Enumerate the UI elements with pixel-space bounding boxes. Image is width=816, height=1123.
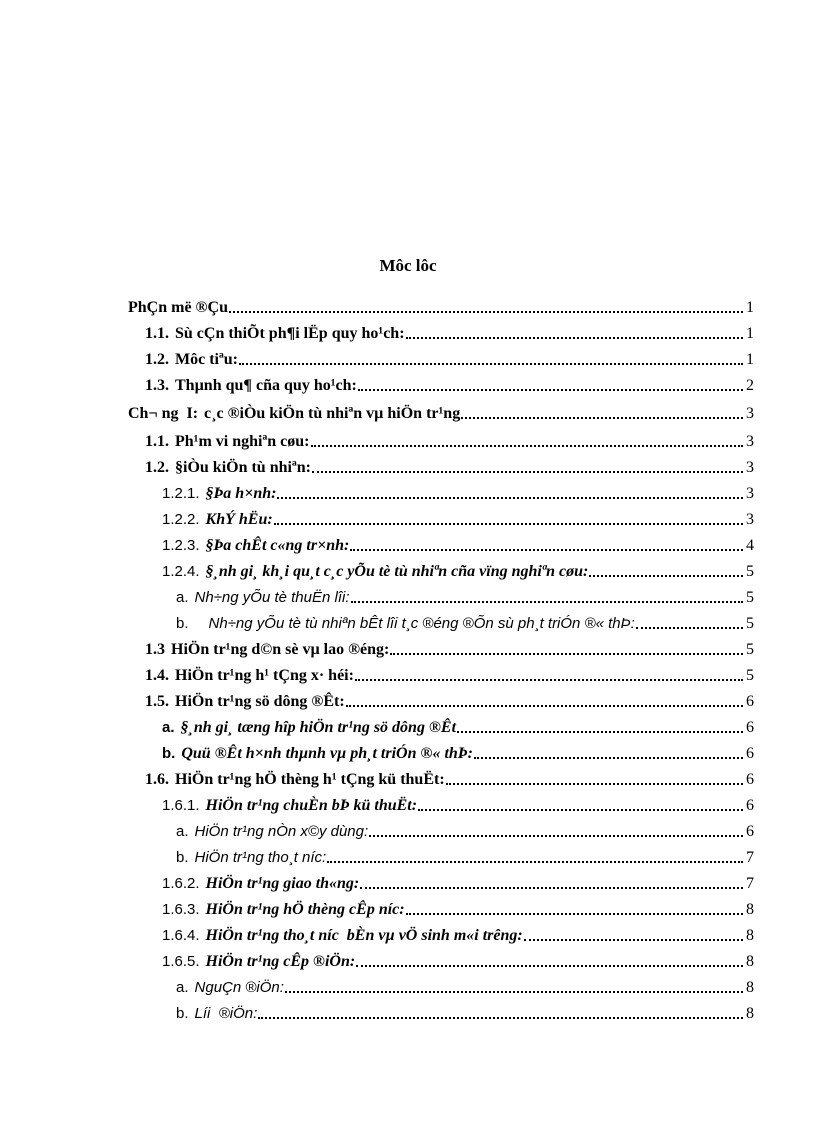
toc-entry-page: 1 — [746, 351, 754, 368]
toc-entry-page: 8 — [746, 901, 754, 918]
toc-entry-label: HiÖn tr¹ng cÊp ®iÖn: — [205, 953, 356, 970]
dot-leader — [406, 337, 743, 339]
dot-leader — [418, 809, 743, 811]
dot-leader — [358, 389, 743, 391]
dot-leader — [277, 497, 743, 499]
toc-entry-label: §Þa h×nh: — [205, 485, 277, 502]
toc-entry[interactable] — [162, 558, 754, 582]
toc-entry-number: a. — [176, 979, 189, 996]
dot-leader — [311, 445, 743, 447]
toc-entry-page: 4 — [746, 537, 754, 554]
toc-entry-label: HiÖn tr¹ng tho¸t níc bÈn vµ vÖ sinh m«i trêng: — [205, 927, 523, 944]
toc-entry-number: 1.4. — [145, 667, 169, 684]
toc-entry-page: 6 — [746, 719, 754, 736]
toc-entry-number: 1.2.3. — [162, 537, 200, 554]
toc-entry-label: NguÇn ®iÖn: — [194, 979, 284, 996]
dot-leader — [274, 523, 743, 525]
toc-entry[interactable] — [176, 1000, 754, 1024]
toc-entry-number: a. — [176, 589, 189, 606]
dot-leader — [355, 679, 743, 681]
toc-entry-page: 7 — [746, 875, 754, 892]
toc-entry-page: 5 — [746, 615, 754, 632]
toc-entry-page: 6 — [746, 745, 754, 762]
toc-entry-label: Sù cÇn thiÕt ph¶i lËp quy ho¹ch: — [175, 325, 405, 342]
toc-entry-number: 1.2. — [145, 459, 169, 476]
toc-entry-number: 1.6.2. — [162, 875, 200, 892]
toc-entry-label: HiÖn tr¹ng d©n sè vµ lao ®éng: — [171, 641, 390, 658]
toc-entry-page: 5 — [746, 641, 754, 658]
toc-entry-label: Nh÷ng yÕu tè tù nhiªn bÊt lîi t¸c ®éng ®Õn sù ph¸t triÓn ®« thÞ: — [208, 615, 635, 632]
dot-leader — [356, 965, 743, 967]
toc-entry-label: Líi ®iÖn: — [194, 1005, 258, 1022]
dot-leader — [446, 783, 743, 785]
toc-entry-page: 8 — [746, 1005, 754, 1022]
toc-entry-page: 2 — [746, 377, 754, 394]
toc-entry[interactable] — [176, 974, 754, 998]
dot-leader — [461, 417, 743, 419]
dot-leader — [369, 835, 743, 837]
toc-entry-number: 1.6. — [145, 771, 169, 788]
toc-entry[interactable] — [145, 346, 754, 370]
toc-entry-page: 6 — [746, 693, 754, 710]
toc-entry-label: HiÖn tr¹ng chuÈn bÞ kü thuËt: — [205, 797, 418, 814]
toc-entry[interactable] — [162, 922, 754, 946]
dot-leader — [360, 887, 743, 889]
dot-leader — [350, 549, 743, 551]
toc-entry[interactable] — [162, 740, 754, 764]
toc-entry-page: 8 — [746, 927, 754, 944]
toc-entry[interactable] — [162, 896, 754, 920]
toc-entry-page: 1 — [746, 299, 754, 316]
toc-entry[interactable] — [162, 870, 754, 894]
toc-entry-number: 1.5. — [145, 693, 169, 710]
toc-entry-label: KhÝ hËu: — [205, 511, 273, 528]
dot-leader — [239, 363, 743, 365]
dot-leader — [589, 575, 743, 577]
toc-entry-number: b. — [176, 849, 189, 866]
toc-entry[interactable] — [145, 454, 754, 478]
toc-entry[interactable] — [162, 792, 754, 816]
toc-entry-label: HiÖn tr¹ng hÖ thèng cÊp níc: — [205, 901, 405, 918]
toc-entry-label: Môc tiªu: — [175, 351, 238, 368]
toc-entry[interactable] — [162, 532, 754, 556]
toc-entry-number: 1.2.4. — [162, 563, 200, 580]
toc-entry-label: HiÖn tr¹ng tho¸t níc: — [194, 849, 327, 866]
toc-entry-page: 5 — [746, 563, 754, 580]
dot-leader — [285, 991, 743, 993]
toc-entry-label: HiÖn tr¹ng sö dông ®Êt: — [175, 693, 345, 710]
toc-entry-page: 1 — [746, 325, 754, 342]
toc-entry[interactable] — [176, 610, 754, 634]
toc-entry-number: Ch¬ ng I: — [128, 405, 199, 422]
toc-entry-number: 1.6.3. — [162, 901, 200, 918]
dot-leader — [312, 471, 743, 473]
toc-entry[interactable] — [176, 818, 754, 842]
toc-entry-label: PhÇn më ®Çu — [128, 299, 228, 316]
toc-entry-label: Quü ®Êt h×nh thµnh vµ ph¸t triÓn ®« thÞ: — [181, 745, 473, 762]
toc-entry-label: §Þa chÊt c«ng tr×nh: — [205, 537, 350, 554]
toc-entry[interactable] — [145, 662, 754, 686]
dot-leader — [327, 861, 743, 863]
toc-entry-page: 3 — [746, 433, 754, 450]
toc-entry-label: §¸nh gi¸ kh¸i qu¸t c¸c yÕu tè tù nhiªn cña vïng nghiªn cøu: — [205, 563, 589, 580]
toc-title: Môc lôc — [379, 256, 437, 275]
toc-entry-page: 6 — [746, 823, 754, 840]
toc-entry[interactable] — [145, 688, 754, 712]
dot-leader — [474, 757, 743, 759]
toc-entry-page: 5 — [746, 667, 754, 684]
toc-entry-label: §¸nh gi¸ tæng hîp hiÖn tr¹ng sö dông ®Êt — [180, 719, 457, 736]
toc-entry[interactable] — [162, 506, 754, 530]
toc-entry-number: a. — [162, 719, 175, 736]
toc-entry-number: b. — [176, 1005, 189, 1022]
toc-entry[interactable] — [128, 294, 754, 318]
dot-leader — [406, 913, 743, 915]
toc-entry[interactable] — [162, 948, 754, 972]
toc-entry[interactable] — [176, 844, 754, 868]
dot-leader — [457, 731, 743, 733]
dot-leader — [229, 311, 743, 313]
toc-entry-number: 1.6.5. — [162, 953, 200, 970]
toc-entry-number: 1.6.1. — [162, 797, 200, 814]
toc-entry-number: 1.2.2. — [162, 511, 200, 528]
toc-entry[interactable] — [145, 428, 754, 452]
toc-entry[interactable] — [145, 372, 754, 396]
dot-leader — [390, 653, 743, 655]
toc-entry-page: 7 — [746, 849, 754, 866]
toc-entry-page: 3 — [746, 511, 754, 528]
toc-entry-label: c¸c ®iÒu kiÖn tù nhiªn vµ hiÖn tr¹ng — [204, 405, 461, 422]
toc-entry-page: 6 — [746, 771, 754, 788]
toc-entry[interactable] — [176, 584, 754, 608]
toc-entry[interactable] — [145, 766, 754, 790]
toc-entry-page: 3 — [746, 485, 754, 502]
toc-entry-page: 5 — [746, 589, 754, 606]
toc-entry-number: 1.6.4. — [162, 927, 200, 944]
dot-leader — [351, 601, 744, 603]
toc-entry-label: HiÖn tr¹ng giao th«ng: — [205, 875, 360, 892]
toc-entry-label: HiÖn tr¹ng hÖ thèng h¹ tÇng kü thuËt: — [175, 771, 445, 788]
toc-entry-page: 8 — [746, 953, 754, 970]
toc-entry-label: HiÖn tr¹ng nÒn x©y dùng: — [194, 823, 369, 840]
toc-entry[interactable] — [145, 320, 754, 344]
dot-leader — [258, 1017, 743, 1019]
toc-entry-label: §iÒu kiÖn tù nhiªn: — [175, 459, 311, 476]
toc-entry-label: Ph¹m vi nghiªn cøu: — [175, 433, 310, 450]
toc-entry-label: Nh÷ng yÕu tè thuËn lîi: — [194, 589, 350, 606]
toc-entry-number: 1.2. — [145, 351, 169, 368]
toc-entry-number: b. — [162, 745, 176, 762]
toc-entry-page: 3 — [746, 405, 754, 422]
toc-entry-page: 3 — [746, 459, 754, 476]
toc-entry-page: 8 — [746, 979, 754, 996]
toc-entry-number: 1.3 — [145, 641, 165, 658]
toc-entry-label: HiÖn tr¹ng h¹ tÇng x· héi: — [175, 667, 354, 684]
dot-leader — [636, 627, 743, 629]
toc-entry-number: a. — [176, 823, 189, 840]
toc-entry-number: 1.2.1. — [162, 485, 200, 502]
toc-entry[interactable] — [145, 636, 754, 660]
dot-leader — [524, 939, 743, 941]
toc-entry-number: 1.1. — [145, 433, 169, 450]
toc-entry-number: 1.3. — [145, 377, 169, 394]
toc-entry[interactable] — [162, 714, 754, 738]
toc-entry[interactable] — [128, 400, 754, 424]
toc-entry[interactable] — [162, 480, 754, 504]
toc-entry-label: Thµnh qu¶ cña quy ho¹ch: — [175, 377, 357, 394]
toc-entry-number: b. — [176, 615, 189, 632]
dot-leader — [346, 705, 743, 707]
toc-entry-number: 1.1. — [145, 325, 169, 342]
toc-entry-page: 6 — [746, 797, 754, 814]
